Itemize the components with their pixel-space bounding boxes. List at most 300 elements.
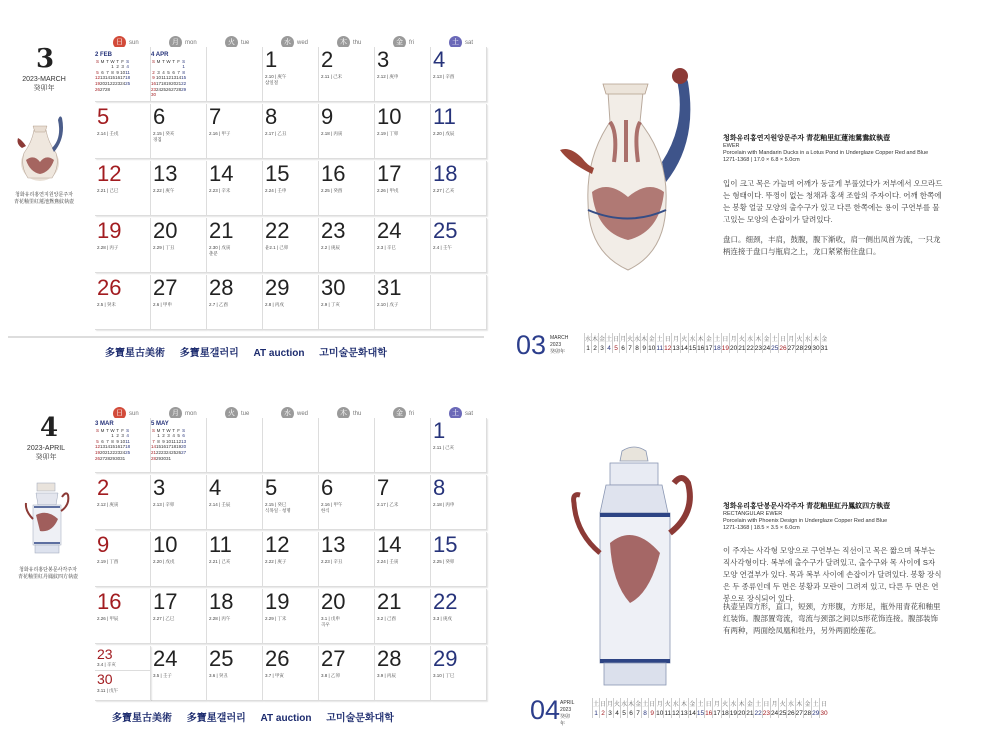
mini-calendar-day: 9 <box>116 438 119 444</box>
logo-antique-college: 고미술문화대학 <box>319 348 387 359</box>
day-cell[interactable] <box>375 475 431 530</box>
mini-calendar-day: 22 <box>110 80 116 86</box>
weekday-en: mon <box>185 411 197 418</box>
mini-calendar-day: 28 <box>105 455 111 461</box>
artwork-description-en: Porcelain with Mandarin Ducks in a Lotus Pond in Underglaze Copper Red and Blue <box>723 150 929 156</box>
day-cell[interactable] <box>207 646 263 701</box>
empty-cell <box>319 418 375 473</box>
mini-calendar-day: 1 <box>111 64 114 70</box>
weekday-char: 火 <box>225 407 238 420</box>
day-cell[interactable] <box>95 589 151 644</box>
mini-calendar-day: 25 <box>171 449 177 455</box>
mini-calendar-day: 6 <box>101 438 104 444</box>
strip-day[interactable]: 13 <box>672 344 680 352</box>
strip-day[interactable]: 25 <box>771 344 779 352</box>
mini-calendar-day: 20 <box>171 80 177 86</box>
lunar-date: 2.18 | 丙申 <box>433 502 455 507</box>
day-number: 18 <box>209 589 234 614</box>
mini-calendar-day: 15 <box>156 444 162 450</box>
lunar-date: 3.1 | 戊申 <box>321 616 340 621</box>
day-cell[interactable] <box>207 104 263 159</box>
day-cell[interactable] <box>207 161 263 216</box>
day-cell[interactable] <box>151 532 207 587</box>
strip-day[interactable]: 27 <box>787 344 795 352</box>
day-cell[interactable] <box>151 475 207 530</box>
holiday-label: 한식 <box>321 508 330 513</box>
square-ewer-thumbnail-image <box>22 475 72 559</box>
mini-calendar-day: 29 <box>181 86 187 92</box>
strip-day[interactable]: 1 <box>586 344 590 352</box>
day-cell[interactable] <box>431 589 487 644</box>
mini-calendar-day: 1 <box>111 433 114 439</box>
day-cell[interactable] <box>319 218 375 273</box>
mini-calendar-day: 6 <box>101 69 104 75</box>
strip-day[interactable]: 18 <box>721 709 729 717</box>
strip-weekday: 土 <box>696 698 704 708</box>
strip-day[interactable]: 23 <box>754 344 762 352</box>
day-cell[interactable] <box>431 418 487 473</box>
mini-calendar-day: 11 <box>161 75 166 81</box>
mini-calendar-day: W <box>166 58 171 64</box>
day-cell[interactable] <box>263 104 319 159</box>
strip-day[interactable]: 31 <box>820 344 828 352</box>
mini-calendar-day: 17 <box>166 444 172 450</box>
day-cell[interactable] <box>95 218 151 273</box>
day-cell[interactable] <box>431 532 487 587</box>
strip-day[interactable]: 20 <box>738 709 746 717</box>
mini-calendar-day: 2 <box>116 64 119 70</box>
empty-cell <box>431 275 487 330</box>
mini-calendar-day: F <box>177 427 180 433</box>
month-en-label: 2023-APRIL <box>26 445 66 452</box>
strip-weekday: 木 <box>628 698 635 708</box>
day-cell[interactable] <box>263 589 319 644</box>
weekday-char: 水 <box>281 36 294 49</box>
strip-day[interactable]: 27 <box>795 709 803 717</box>
strip-day[interactable]: 15 <box>688 344 697 352</box>
day-number: 1 <box>433 418 446 443</box>
mini-calendar-day <box>125 87 130 93</box>
mini-calendar-day: 3 <box>121 64 124 70</box>
weekday-en: wed <box>297 411 309 418</box>
day-cell[interactable] <box>207 589 263 644</box>
april-page <box>0 375 1000 750</box>
mini-calendar-day: 7 <box>152 438 155 444</box>
strip-weekday: 火 <box>680 333 688 343</box>
weekday-char: 金 <box>393 407 406 420</box>
artwork-text-ko: 이 주자는 사각형 모양으로 구연부는 직선이고 목은 짧으며 복부는 직사각형이다. 복부에 출수구가 달려있고, 출수구와 목 사이에 S자 모양 연결부가 있다. 목과 복부 사이에 손잡이가 달려있다. 봉황 장식은 두 종류인데 두 면은 봉황과 모란이 그려져 있고, 다른 두 면은 연봉으로 장식되어 있다. <box>723 546 942 603</box>
strip-weekday: 日 <box>664 333 672 343</box>
strip-day[interactable]: 18 <box>713 344 721 352</box>
artwork-text-zh: 盘口。细颈，丰肩，鼓腹，腹下渐收，肩一侧出凤首为流，一只龙柄连接于盘口与瓶肩之上，龙口紧紧衔住盘口。 <box>723 235 941 256</box>
day-cell[interactable] <box>263 275 319 330</box>
day-cell[interactable] <box>207 275 263 330</box>
logo-at-auction: AT auction <box>253 348 305 359</box>
day-cell[interactable] <box>375 47 431 102</box>
mini-calendar-day: 27 <box>100 86 106 92</box>
mini-calendar-day: 17 <box>120 444 126 450</box>
mini-calendar-day: 21 <box>176 80 182 86</box>
strip-day[interactable]: 30 <box>820 709 828 717</box>
strip-weekday: 火 <box>614 698 621 708</box>
empty-cell <box>207 418 263 473</box>
weekday-en: fri <box>409 411 414 418</box>
strip-day[interactable]: 8 <box>635 344 639 352</box>
mini-calendar-day: 5 <box>167 69 170 75</box>
strip-day[interactable]: 5 <box>622 709 626 717</box>
mini-calendar-day: 10 <box>120 438 126 444</box>
weekday-char: 土 <box>449 407 462 420</box>
day-cell[interactable] <box>151 275 207 330</box>
day-cell[interactable] <box>263 161 319 216</box>
strip-day[interactable]: 9 <box>642 344 646 352</box>
strip-weekday: 水 <box>634 333 641 343</box>
day-cell[interactable] <box>263 646 319 701</box>
strip-day[interactable]: 24 <box>762 344 771 352</box>
strip-day[interactable]: 12 <box>672 709 680 717</box>
logo-dabosung-gallery: 多寶星갤러리 <box>186 713 246 724</box>
strip-day[interactable]: 30 <box>812 344 820 352</box>
mini-calendar-day: 26 <box>95 455 101 461</box>
strip-weekday: 火 <box>795 333 803 343</box>
mini-calendar-day: 15 <box>181 75 187 81</box>
lunar-date: 2.24 | 壬寅 <box>377 559 399 564</box>
mini-calendar-day: T <box>106 427 109 433</box>
lunar-date: 3.11 | 戊午 <box>97 688 119 693</box>
mini-calendar-day: 25 <box>161 86 167 92</box>
strip-weekday: 土 <box>656 333 664 343</box>
day-cell[interactable] <box>319 589 375 644</box>
lunar-date: 2.30 | 戊寅 <box>209 245 231 250</box>
lunar-date: 2.6 | 甲申 <box>153 302 172 307</box>
strip-day[interactable]: 26 <box>787 709 795 717</box>
mini-calendar-next <box>151 422 186 461</box>
day-cell[interactable] <box>431 104 487 159</box>
mini-calendar-day: 17 <box>156 80 162 86</box>
mini-calendar-day: T <box>172 427 175 433</box>
strip-day[interactable]: 17 <box>705 344 713 352</box>
mini-calendar-day: 18 <box>125 75 131 81</box>
day-number: 29 <box>265 275 290 300</box>
day-number: 24 <box>377 218 402 243</box>
mini-calendar-day: S <box>96 58 100 64</box>
day-cell[interactable] <box>95 161 151 216</box>
lunar-date: 2.19 | 丁卯 <box>377 131 399 136</box>
lunar-date: 2.5 | 癸未 <box>97 302 116 307</box>
vase-caption: 청화유리홍단봉문사각주자 青花釉里紅丹鳳紋四方執壺 <box>18 567 79 580</box>
day-number: 12 <box>265 532 290 557</box>
mini-calendar-day: 4 <box>126 64 129 70</box>
mini-calendar-day: 17 <box>120 75 126 81</box>
strip-weekday: 金 <box>648 333 656 343</box>
day-cell[interactable] <box>375 161 431 216</box>
strip-day[interactable]: 3 <box>608 709 612 717</box>
lunar-date: 3.7 | 甲寅 <box>265 673 284 678</box>
day-number: 26 <box>97 275 122 300</box>
day-cell[interactable] <box>263 47 319 102</box>
day-cell[interactable] <box>375 532 431 587</box>
strip-day[interactable]: 7 <box>628 344 632 352</box>
strip-day[interactable]: 12 <box>664 344 672 352</box>
strip-weekday: 木 <box>738 698 746 708</box>
mini-calendar-day: 26 <box>166 86 172 92</box>
strip-day[interactable]: 6 <box>621 344 625 352</box>
strip-weekday: 日 <box>762 698 770 708</box>
day-cell[interactable] <box>319 104 375 159</box>
weekday-char: 月 <box>169 407 182 420</box>
strip-day[interactable]: 8 <box>643 709 647 717</box>
strip-day[interactable]: 14 <box>688 709 696 717</box>
mini-calendar-day: 2 <box>162 433 165 439</box>
strip-day[interactable]: 15 <box>696 709 705 717</box>
day-cell[interactable] <box>431 47 487 102</box>
day-cell[interactable] <box>263 532 319 587</box>
day-cell[interactable] <box>95 104 151 159</box>
mini-calendar-title: 2 FEB <box>95 52 113 58</box>
strip-weekday: 月 <box>672 333 680 343</box>
strip-day[interactable]: 1 <box>594 709 598 717</box>
mini-calendar-day: 8 <box>182 69 185 75</box>
lunar-date: 3.8 | 乙卯 <box>321 673 340 678</box>
day-number: 6 <box>153 104 166 129</box>
strip-day[interactable]: 4 <box>607 344 611 352</box>
day-cell[interactable] <box>207 218 263 273</box>
mini-calendar-day: 2 <box>152 69 155 75</box>
day-number: 31 <box>377 275 402 300</box>
day-cell[interactable] <box>431 646 487 701</box>
mini-calendar-day: 9 <box>116 69 119 75</box>
strip-month-info <box>550 335 568 356</box>
mini-calendar-day: 31 <box>166 455 172 461</box>
day-number: 9 <box>321 104 334 129</box>
strip-day[interactable]: 11 <box>656 344 664 352</box>
day-cell[interactable] <box>375 646 431 701</box>
strip-day[interactable]: 25 <box>779 709 787 717</box>
strip-weekday: 金 <box>705 333 713 343</box>
lunar-date: 2.28 | 丙子 <box>97 245 119 250</box>
mini-calendar-day: 29 <box>156 455 162 461</box>
mini-calendar-day: S <box>126 427 130 433</box>
strip-weekday: 木 <box>754 333 762 343</box>
month-number: 4 <box>40 413 59 443</box>
year-label: 癸卯年 <box>35 454 57 461</box>
day-cell[interactable] <box>95 475 151 530</box>
strip-day[interactable]: 5 <box>614 344 618 352</box>
day-cell[interactable] <box>263 218 319 273</box>
strip-day[interactable]: 29 <box>804 344 812 352</box>
lunar-date: 2.4 | 壬午 <box>433 245 452 250</box>
lunar-date: 2.26 | 甲戌 <box>377 188 399 193</box>
day-cell[interactable] <box>375 218 431 273</box>
strip-day[interactable]: 26 <box>779 344 787 352</box>
day-cell[interactable] <box>151 589 207 644</box>
strip-day[interactable]: 17 <box>713 709 721 717</box>
strip-day[interactable]: 22 <box>746 344 754 352</box>
strip-weekday: 土 <box>606 333 613 343</box>
logo-at-auction: AT auction <box>260 713 312 724</box>
day-cell[interactable] <box>431 475 487 530</box>
strip-day[interactable]: 10 <box>656 709 664 717</box>
mini-calendar-day: T <box>162 58 165 64</box>
lunar-date: 2.23 | 辛丑 <box>321 559 343 564</box>
ewer-main-image <box>548 62 718 287</box>
day-number: 5 <box>97 104 110 129</box>
day-cell-split[interactable] <box>95 646 151 701</box>
logo-antique-college: 고미술문화대학 <box>326 713 394 724</box>
strip-day[interactable]: 29 <box>812 709 820 717</box>
lunar-date: 2.16 | 甲午 <box>321 502 343 507</box>
strip-day[interactable]: 20 <box>730 344 738 352</box>
day-cell[interactable] <box>207 475 263 530</box>
mini-calendar-day: 22 <box>110 449 116 455</box>
mini-calendar-title: 3 MAR <box>95 421 114 427</box>
strip-weekday: 日 <box>721 333 729 343</box>
mini-calendar-day: S <box>152 427 156 433</box>
strip-day[interactable]: 28 <box>795 344 804 352</box>
strip-day[interactable]: 6 <box>629 709 633 717</box>
day-cell[interactable] <box>431 218 487 273</box>
strip-weekday: 金 <box>762 333 770 343</box>
strip-day[interactable]: 19 <box>721 344 729 352</box>
mini-calendar-day: 6 <box>172 69 175 75</box>
day-cell[interactable] <box>319 47 375 102</box>
day-cell[interactable] <box>375 589 431 644</box>
day-number: 16 <box>321 161 346 186</box>
lunar-date: 2.15 | 癸巳 <box>265 502 287 507</box>
weekday-char: 土 <box>449 36 462 49</box>
empty-cell <box>375 418 431 473</box>
lunar-date: 3.4 | 辛亥 <box>97 662 116 667</box>
day-number: 25 <box>209 646 234 671</box>
day-number: 25 <box>433 218 458 243</box>
day-cell[interactable] <box>151 646 207 701</box>
strip-day[interactable]: 21 <box>746 709 754 717</box>
day-cell[interactable] <box>319 161 375 216</box>
strip-day[interactable]: 24 <box>770 709 779 717</box>
day-cell[interactable] <box>151 104 207 159</box>
day-number: 2 <box>97 475 110 500</box>
strip-day[interactable]: 11 <box>664 709 672 717</box>
day-cell[interactable] <box>375 275 431 330</box>
day-cell[interactable] <box>431 161 487 216</box>
mini-calendar-day: 23 <box>161 449 167 455</box>
strip-day[interactable]: 23 <box>762 709 770 717</box>
day-number: 19 <box>265 589 290 614</box>
mini-calendar-day: F <box>177 58 180 64</box>
day-number: 7 <box>377 475 390 500</box>
strip-day[interactable]: 28 <box>803 709 812 717</box>
strip-day[interactable]: 2 <box>593 344 597 352</box>
strip-day[interactable]: 4 <box>615 709 619 717</box>
lunar-date: 2.12 | 庚寅 <box>97 502 119 507</box>
month-label <box>22 444 70 462</box>
strip-day[interactable]: 13 <box>680 709 688 717</box>
empty-cell <box>207 47 263 102</box>
mini-calendar-day: 13 <box>100 444 106 450</box>
day-cell[interactable] <box>319 475 375 530</box>
weekday-en: thu <box>353 411 362 418</box>
day-number: 13 <box>153 161 178 186</box>
day-cell[interactable] <box>151 218 207 273</box>
day-cell[interactable] <box>95 532 151 587</box>
mini-calendar-day: 16 <box>115 444 121 450</box>
weekday-en: thu <box>353 40 362 47</box>
strip-weekday: 日 <box>613 333 620 343</box>
strip-month-number: 03 <box>516 330 547 360</box>
mini-calendar-day: S <box>152 58 156 64</box>
strip-day[interactable]: 7 <box>636 709 640 717</box>
strip-day[interactable]: 16 <box>705 709 713 717</box>
mini-calendar-day: 16 <box>161 444 167 450</box>
strip-day[interactable]: 16 <box>697 344 705 352</box>
mini-calendar-day: 16 <box>115 75 121 81</box>
day-number: 30 <box>97 671 113 687</box>
lunar-date: 2.9 | 丁亥 <box>321 302 340 307</box>
strip-weekday: 水 <box>804 333 812 343</box>
logo-dabosung-art: 多寶星古美術 <box>112 713 172 724</box>
strip-weekday: 月 <box>713 698 721 708</box>
strip-weekday: 金 <box>599 333 606 343</box>
lunar-date: 2.19 | 丁酉 <box>97 559 119 564</box>
day-cell[interactable] <box>95 275 151 330</box>
strip-day[interactable]: 9 <box>650 709 654 717</box>
mini-calendar-day: 19 <box>166 80 172 86</box>
lunar-date: 2.14 | 壬辰 <box>209 502 231 507</box>
weekday-char: 火 <box>225 36 238 49</box>
mini-calendar-day: 28 <box>176 86 182 92</box>
mini-calendar-day: 26 <box>176 449 182 455</box>
mini-calendar-day: 19 <box>176 444 182 450</box>
mini-calendar-day: 4 <box>162 69 165 75</box>
strip-weekday: 土 <box>771 333 779 343</box>
year-label: 癸卯年 <box>33 85 55 92</box>
lunar-date: 2.14 | 壬戌 <box>97 131 119 136</box>
mini-calendar-day <box>181 456 186 462</box>
day-cell[interactable] <box>319 646 375 701</box>
mini-calendar-day: 19 <box>95 80 101 86</box>
strip-day[interactable]: 10 <box>648 344 656 352</box>
mini-calendar-day: M <box>100 427 105 433</box>
day-number: 20 <box>153 218 178 243</box>
strip-weekday: 火 <box>627 333 634 343</box>
day-cell[interactable] <box>375 104 431 159</box>
mini-calendar-day: 23 <box>115 80 121 86</box>
mini-calendar-day: 25 <box>125 80 131 86</box>
weekday-en: tue <box>241 411 250 418</box>
strip-weekday: 木 <box>592 333 599 343</box>
month-label <box>20 75 68 93</box>
strip-weekday: 水 <box>585 333 592 343</box>
day-cell[interactable] <box>207 532 263 587</box>
mini-calendar-day: 13 <box>171 75 177 81</box>
month-number: 3 <box>36 44 55 74</box>
strip-day[interactable]: 22 <box>754 709 762 717</box>
strip-day[interactable]: 14 <box>680 344 688 352</box>
day-cell[interactable] <box>151 161 207 216</box>
mini-calendar-day: 24 <box>166 449 172 455</box>
strip-day[interactable]: 2 <box>601 709 605 717</box>
day-number: 22 <box>265 218 290 243</box>
day-cell[interactable] <box>319 532 375 587</box>
strip-weekday: 水 <box>672 698 680 708</box>
weekday-en: sat <box>465 40 474 47</box>
strip-day[interactable]: 21 <box>738 344 746 352</box>
strip-day[interactable]: 19 <box>729 709 737 717</box>
day-cell[interactable] <box>263 475 319 530</box>
strip-day[interactable]: 3 <box>600 344 604 352</box>
day-cell[interactable] <box>319 275 375 330</box>
mini-calendar-title: 4 APR <box>151 52 169 58</box>
